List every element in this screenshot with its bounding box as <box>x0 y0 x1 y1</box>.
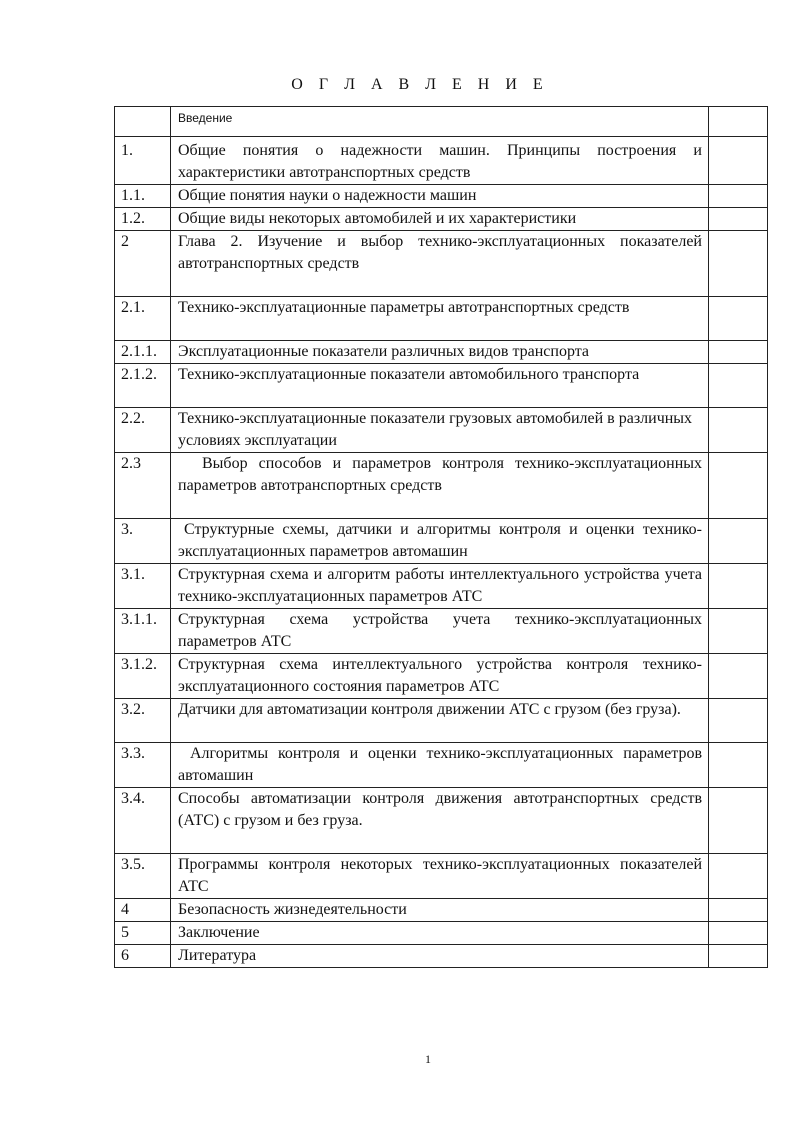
row-page <box>709 609 768 654</box>
row-title: Структурная схема интеллектуального устройства контроля технико-эксплуатационного состояния параметров АТС <box>171 654 709 699</box>
table-row <box>115 107 768 137</box>
row-number: 2.1.2. <box>115 364 171 408</box>
row-title: Общие понятия о надежности машин. Принципы построения и характеристики автотранспортных средств <box>171 137 709 185</box>
table-row <box>115 364 768 408</box>
row-title: Общие понятия науки о надежности машин <box>171 185 709 208</box>
row-page <box>709 654 768 699</box>
row-page <box>709 519 768 564</box>
table-row <box>115 743 768 788</box>
row-title: Способы автоматизации контроля движения автотранспортных средств (АТС) с грузом и без груза. <box>171 788 709 854</box>
row-title: Общие виды некоторых автомобилей и их характеристики <box>171 208 709 231</box>
row-page <box>709 945 768 968</box>
table-row <box>115 854 768 899</box>
row-title: Технико-эксплуатационные показатели грузовых автомобилей в различных условиях эксплуатации <box>171 408 709 453</box>
row-number: 1. <box>115 137 171 185</box>
row-number: 3.1.2. <box>115 654 171 699</box>
row-number: 2.2. <box>115 408 171 453</box>
page-number: 1 <box>425 1052 431 1066</box>
row-page <box>709 564 768 609</box>
row-number: 3.4. <box>115 788 171 854</box>
row-page <box>709 788 768 854</box>
row-title: Заключение <box>171 922 709 945</box>
row-title: Литература <box>171 945 709 968</box>
row-page <box>709 453 768 519</box>
table-row <box>115 922 768 945</box>
table-row <box>115 137 768 185</box>
table-row <box>115 654 768 699</box>
row-title: Программы контроля некоторых технико-эксплуатационных показателей АТС <box>171 854 709 899</box>
table-row <box>115 899 768 922</box>
row-page <box>709 137 768 185</box>
row-title: Глава 2. Изучение и выбор технико-эксплуатационных показателей автотранспортных средств <box>171 231 709 297</box>
row-number: 1.2. <box>115 208 171 231</box>
row-number: 3. <box>115 519 171 564</box>
row-number: 2 <box>115 231 171 297</box>
table-row <box>115 297 768 341</box>
row-page <box>709 297 768 341</box>
row-page <box>709 899 768 922</box>
row-title: Эксплуатационные показатели различных видов транспорта <box>171 341 709 364</box>
row-page <box>709 408 768 453</box>
row-page <box>709 341 768 364</box>
table-row <box>115 609 768 654</box>
row-page <box>709 231 768 297</box>
table-row <box>115 453 768 519</box>
row-page <box>709 743 768 788</box>
row-number: 3.1.1. <box>115 609 171 654</box>
row-title: Технико-эксплуатационные показатели автомобильного транспорта <box>171 364 709 408</box>
table-row <box>115 564 768 609</box>
table-row <box>115 519 768 564</box>
row-number: 1.1. <box>115 185 171 208</box>
row-number: 2.1. <box>115 297 171 341</box>
table-row <box>115 208 768 231</box>
table-row <box>115 945 768 968</box>
row-number: 5 <box>115 922 171 945</box>
table-row <box>115 185 768 208</box>
row-number: 6 <box>115 945 171 968</box>
row-title: Алгоритмы контроля и оценки технико-эксплуатационных параметров автомашин <box>171 743 709 788</box>
toc-title: О Г Л А В Л Е Н И Е <box>291 76 549 93</box>
toc-table <box>114 106 768 968</box>
row-title: Технико-эксплуатационные параметры автотранспортных средств <box>171 297 709 341</box>
row-number: 2.3 <box>115 453 171 519</box>
row-title: Датчики для автоматизации контроля движении АТС с грузом (без груза). <box>171 699 709 743</box>
row-title: Структурная схема устройства учета технико-эксплуатационных параметров АТС <box>171 609 709 654</box>
row-number: 4 <box>115 899 171 922</box>
row-page <box>709 364 768 408</box>
row-number: 3.3. <box>115 743 171 788</box>
row-title: Введение <box>171 107 709 137</box>
row-page <box>709 185 768 208</box>
row-number: 3.2. <box>115 699 171 743</box>
row-number <box>115 107 171 137</box>
row-number: 2.1.1. <box>115 341 171 364</box>
row-title: Структурные схемы, датчики и алгоритмы контроля и оценки технико-эксплуатационных параметров автомашин <box>171 519 709 564</box>
row-page <box>709 922 768 945</box>
table-row <box>115 231 768 297</box>
row-page <box>709 107 768 137</box>
table-row <box>115 699 768 743</box>
table-row <box>115 788 768 854</box>
row-title: Выбор способов и параметров контроля технико-эксплуатационных параметров автотранспортных средств <box>171 453 709 519</box>
row-title: Структурная схема и алгоритм работы интеллектуального устройства учета технико-эксплуатационных параметров АТС <box>171 564 709 609</box>
row-page <box>709 699 768 743</box>
row-number: 3.5. <box>115 854 171 899</box>
row-page <box>709 854 768 899</box>
row-page <box>709 208 768 231</box>
row-title: Безопасность жизнедеятельности <box>171 899 709 922</box>
table-row <box>115 408 768 453</box>
row-number: 3.1. <box>115 564 171 609</box>
table-row <box>115 341 768 364</box>
